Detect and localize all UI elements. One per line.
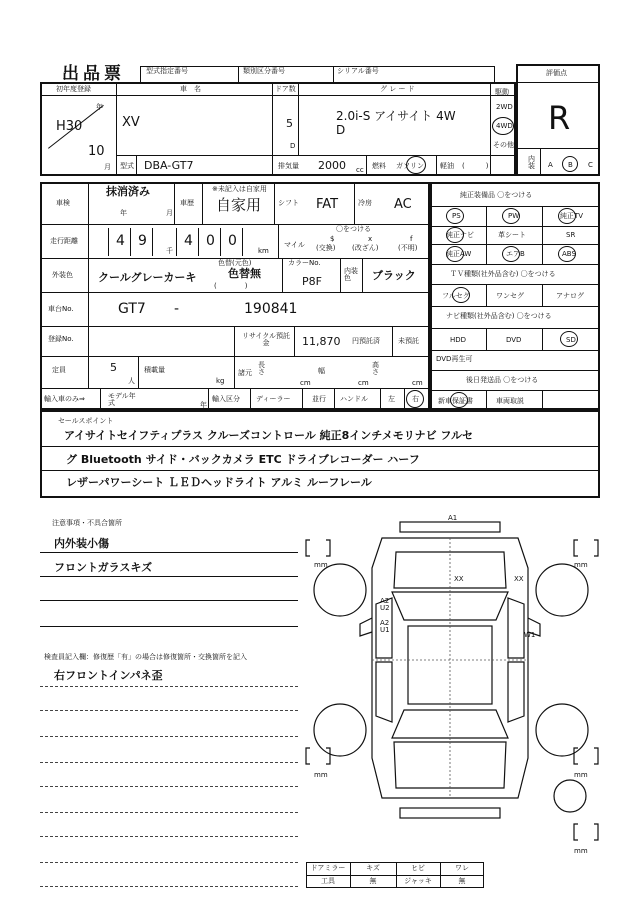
damage-a1: A1 [448,514,458,522]
legend-h1: ドアミラー [310,864,346,872]
interior-label: 内装 [528,155,535,170]
model-year-label: モデル年式 [108,392,136,407]
form-title: 出品票 [62,64,125,84]
grade-line2: D [336,123,346,137]
type-number-label: 型式指定番号 [146,67,188,75]
inspection-value: 抹消済み [106,185,150,198]
rating-label: 評価点 [546,69,567,77]
equip-airbag: エアB [506,250,525,258]
damage-w1: W1 [524,631,536,639]
drive-4wd: 4WD [496,122,513,130]
later-manual: 車両取説 [496,397,524,405]
drive-label: 駆動 [495,88,509,96]
diesel-paren: ( ) [462,162,489,170]
capacity-value: 5 [110,361,117,374]
modified-label: (改ざん) [352,244,379,252]
color-paren: ( ) [214,282,248,290]
first-reg-year: H30 [56,119,83,134]
load-kg: kg [216,377,225,385]
wheel-rear-right [536,704,588,756]
damage-a2u1: A2 U1 [380,619,390,634]
circle-note: 〇をつける [336,225,371,233]
later-warranty: 新車保証書 [438,397,473,405]
chassis-label: 車台No. [48,305,74,313]
equip-abs: ABS [562,250,576,258]
fuel-label: 燃料 [372,162,386,170]
mileage-digit-1: 4 [116,233,125,249]
mileage-digit-5: 0 [228,233,237,249]
equip-navi-circle [446,227,464,243]
int-color-value: ブラック [372,269,416,282]
color-label: 外装色 [52,271,73,279]
handle-label: ハンドル [340,395,368,403]
equip-ps-circle [446,208,464,224]
recycle-unpaid: 未預託 [398,337,419,345]
car-name: XV [122,115,140,130]
mile-label: マイル [284,241,305,249]
capacity-label: 定員 [52,366,66,374]
rear-door-right [508,662,524,722]
length-label: 長さ [258,361,265,376]
ac-value: AC [394,197,412,212]
usage-value: 自家用 [216,196,262,214]
equip-aw-circle [446,246,464,262]
import-class-label: 輸入区分 [212,395,240,403]
first-reg-month: 10 [88,144,105,159]
interior-b: B [568,161,573,169]
unknown-label: (不明) [398,244,418,252]
first-reg-label: 初年度登録 [56,85,91,93]
drive-2wd: 2WD [496,103,513,111]
mm-label-3: mm [314,771,328,779]
category-number-label: 類別区分番号 [243,67,285,75]
grade-label: グ レ ー ド [380,85,415,93]
damage-xx-left: XX [454,575,464,583]
dealer-option: ディーラー [256,395,291,403]
wheel-front-right [536,561,588,616]
width-label: 幅 [318,367,325,375]
drive-other: その他 [493,141,514,149]
modified-symbol: x [368,235,373,243]
nav-dvd: DVD [506,336,522,344]
legend-r1: 工具 [321,877,335,885]
int-color-label: 内装色 [344,267,358,282]
equip-ps: PS [452,212,461,220]
legend-r2: 無 [369,877,377,885]
equip-sr: SR [566,231,576,239]
legend-h2: キズ [366,864,380,872]
dims-label: 諸元 [238,369,252,377]
mm-label-1: mm [314,561,328,569]
year-label: 年 [96,103,103,111]
equip-tv: 純正TV [560,212,584,220]
displacement-value: 2000 [318,159,346,172]
mileage-km: km [258,247,269,255]
inspection-label: 車検 [56,199,70,207]
inspector-label: 検査員記入欄：修復歴「有」の場合は修復箇所・交換箇所を記入 [44,653,247,661]
tv-fullseg-circle [452,287,470,303]
mileage-digit-2: 9 [138,233,147,249]
sales-label: セールスポイント [58,417,114,425]
notes-line2: フロントガラスキズ [54,561,153,574]
color-change-value: 色替無 [228,267,261,280]
load-label: 積載量 [144,366,165,374]
rating-value: R [548,99,571,137]
color-no-label: カラーNo. [288,259,321,267]
tv-oneseg: ワンセグ [496,292,524,300]
shift-value: FAT [316,197,339,212]
equipment-title: 純正装備品 〇をつける [460,191,533,199]
dvd-playback: DVD再生可 [436,355,473,363]
legend-h3: ヒビ [411,864,425,872]
capacity-unit: 人 [128,377,135,385]
doors-value: 5 [286,117,293,130]
height-label: 高さ [372,361,379,376]
later-warranty-circle [450,392,468,408]
drive-4wd-circle [492,117,514,135]
equip-abs-circle [558,246,576,262]
mm-label-5: mm [574,847,588,855]
import-label: 輸入車のみ⇒ [44,395,85,403]
exchange-symbol: $ [330,235,335,243]
height-cm: cm [412,379,423,387]
width-cm: cm [358,379,369,387]
nav-sd: SD [566,336,576,344]
later-title: 後日発送品 〇をつける [466,376,539,384]
grade-line1: 2.0i-S アイサイト 4W [336,109,456,123]
interior-b-circle [562,156,578,172]
tv-fullseg: フルセグ [442,292,470,300]
model-year-suffix: 年 [200,401,207,409]
equip-pw: PW [508,212,520,220]
tv-analog: アナログ [556,292,584,300]
roof [408,626,492,704]
wheel-front-left [314,561,366,616]
sales-line2: グ Bluetooth サイド・バックカメラ ETC ドライブレコーダー ハーフ [66,453,420,466]
mirror-left [360,618,372,636]
unknown-symbol: f [410,235,413,243]
inspection-month-label: 月 [166,209,173,217]
length-cm: cm [300,379,311,387]
recycle-unit: 円預託済 [352,337,380,345]
notes-line1: 内外装小傷 [54,537,109,550]
model-label: 型式 [120,162,134,170]
usage-label: 車歴 [180,199,194,207]
model-value: DBA-GT7 [144,159,194,172]
mileage-label: 走行距離 [50,237,78,245]
trunk [394,742,506,788]
interior-c: C [588,161,593,169]
car-name-label: 車 名 [180,85,201,93]
cc-label: cc [356,166,364,174]
equip-pw-circle [502,208,520,224]
spare-wheel [554,780,586,812]
sales-line3: レザーパワーシート ＬＥＤヘッドライト アルミ ルーフレール [66,476,372,489]
mileage-digit-4: 0 [206,233,215,249]
chassis-prefix: GT7 [118,301,146,317]
tv-title: ＴＶ種類(社外品含む) 〇をつける [450,270,556,278]
damage-a2u2: A2 U2 [380,597,390,612]
rear-door-left [376,662,392,722]
legend-r4: 無 [458,877,466,885]
fuel-circle [406,156,426,174]
exchange-label: (交換) [316,244,336,252]
rear-bumper [400,808,500,818]
month-label: 月 [104,163,111,171]
mileage-digit-3: 4 [184,233,193,249]
sales-line1: アイサイトセイフティプラス クルーズコントロール 純正8インチメモリナビ フルセ [64,429,473,442]
legend-h4: ワレ [455,864,469,872]
doors-suffix: D [290,142,296,150]
inspection-year-label: 年 [120,209,127,217]
parallel-option: 並行 [312,395,326,403]
fuel-gasoline: ガソリン [396,162,424,170]
damage-xx-right: XX [514,575,524,583]
handle-right: 右 [412,395,419,403]
nav-hdd: HDD [450,336,467,344]
orig-color-label: 色替(元色) [218,259,252,267]
chassis-dash: - [174,301,180,317]
nav-sd-circle [560,331,578,347]
mm-label-2: mm [574,561,588,569]
equip-aw: 純正AW [446,250,472,258]
interior-a: A [548,161,553,169]
equip-airbag-circle [502,246,520,262]
ac-label: 冷房 [358,199,372,207]
wheel-rear-left [314,704,366,756]
handle-right-circle [406,390,424,408]
usage-note: ※未記入は自家用 [212,185,267,193]
color-no-value: P8F [302,275,322,288]
displacement-label: 排気量 [278,162,299,170]
chassis-number: 190841 [244,301,298,317]
mileage-thousand: 千 [166,247,173,255]
legend-r3: ジャッキ [404,877,432,885]
recycle-label: リサイクル預託金 [241,332,291,347]
front-bumper [400,522,500,532]
mm-label-4: mm [574,771,588,779]
doors-label: ドア数 [275,85,296,93]
inspector-line1: 右フロントインパネ歪 [54,669,163,682]
recycle-amount: 11,870 [302,335,341,348]
equip-tv-circle [558,208,576,224]
reg-no-label: 登録No. [48,335,74,343]
nav-title: ナビ種類(社外品含む) 〇をつける [446,312,552,320]
notes-label: 注意事項・不具合箇所 [52,519,122,527]
car-damage-diagram [300,508,600,860]
shift-label: シフト [278,199,299,207]
color-value: クールグレーカーキ [98,271,197,284]
serial-label: シリアル番号 [337,67,379,75]
diesel-label: 軽油 [440,162,454,170]
front-door-right [508,598,524,658]
equip-navi: 純正ナビ [446,231,474,239]
handle-left: 左 [388,395,395,403]
equip-leather: 革シート [498,231,526,239]
